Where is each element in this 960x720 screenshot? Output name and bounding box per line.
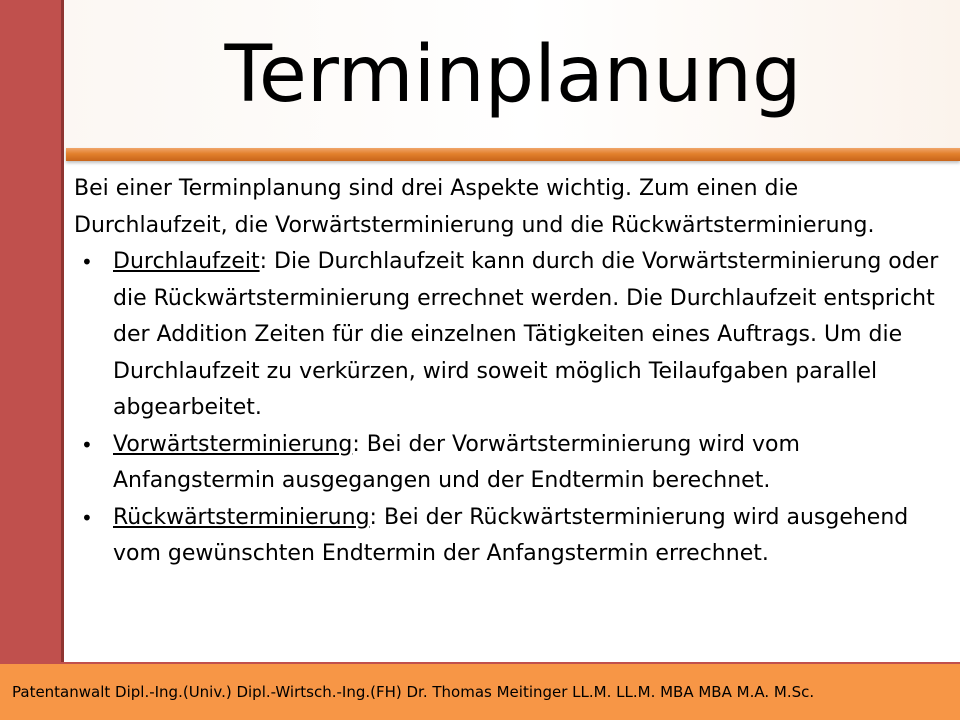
left-accent-bar xyxy=(0,0,64,662)
slide-body xyxy=(74,171,954,573)
bullet-icon: • xyxy=(81,250,93,274)
intro-paragraph: Bei einer Terminplanung sind drei Aspekte wichtig. Zum einen die Durchlaufzeit, die Vorwärtsterminierung und die Rückwärtsterminierung. xyxy=(74,176,875,238)
bullet-icon: • xyxy=(81,432,93,457)
bullet-list xyxy=(74,244,954,573)
bullet-item-vorwaertsterminierung xyxy=(74,427,954,500)
bullet-text: : Bei der Rückwärtsterminierung wird ausgehend vom gewünschten Endtermin der Anfangstermin errechnet. xyxy=(113,504,909,566)
bullet-item-rueckwaertsterminierung xyxy=(74,500,954,573)
footer-bar xyxy=(0,662,960,720)
bullet-text: : Bei der Vorwärtsterminierung wird vom Anfangstermin ausgegangen und der Endtermin berechnet. xyxy=(113,431,800,493)
bullet-term: Durchlaufzeit xyxy=(113,249,260,274)
bullet-text: : Die Durchlaufzeit kann durch die Vorwärtsterminierung oder die Rückwärtsterminierung errechnet werden. Die Durchlaufzeit entspricht der Addition Zeiten für die einzelnen Tätigkeiten eines Auftrags. Um die Durchlaufzeit zu verkürzen, wird soweit möglich Teilaufgaben parallel abgearbeitet. xyxy=(113,249,939,420)
bullet-term: Rückwärtsterminierung xyxy=(113,504,370,530)
bullet-icon: • xyxy=(81,505,93,530)
footer-text: Patentanwalt Dipl.-Ing.(Univ.) Dipl.-Wirtsch.-Ing.(FH) Dr. Thomas Meitinger LL.M. LL.M. MBA MBA M.A. M.Sc. xyxy=(12,683,815,701)
bullet-term: Vorwärtsterminierung xyxy=(113,431,353,457)
slide-title: Terminplanung xyxy=(224,30,802,120)
bullet-item-durchlaufzeit xyxy=(74,244,954,427)
title-divider xyxy=(66,148,960,161)
